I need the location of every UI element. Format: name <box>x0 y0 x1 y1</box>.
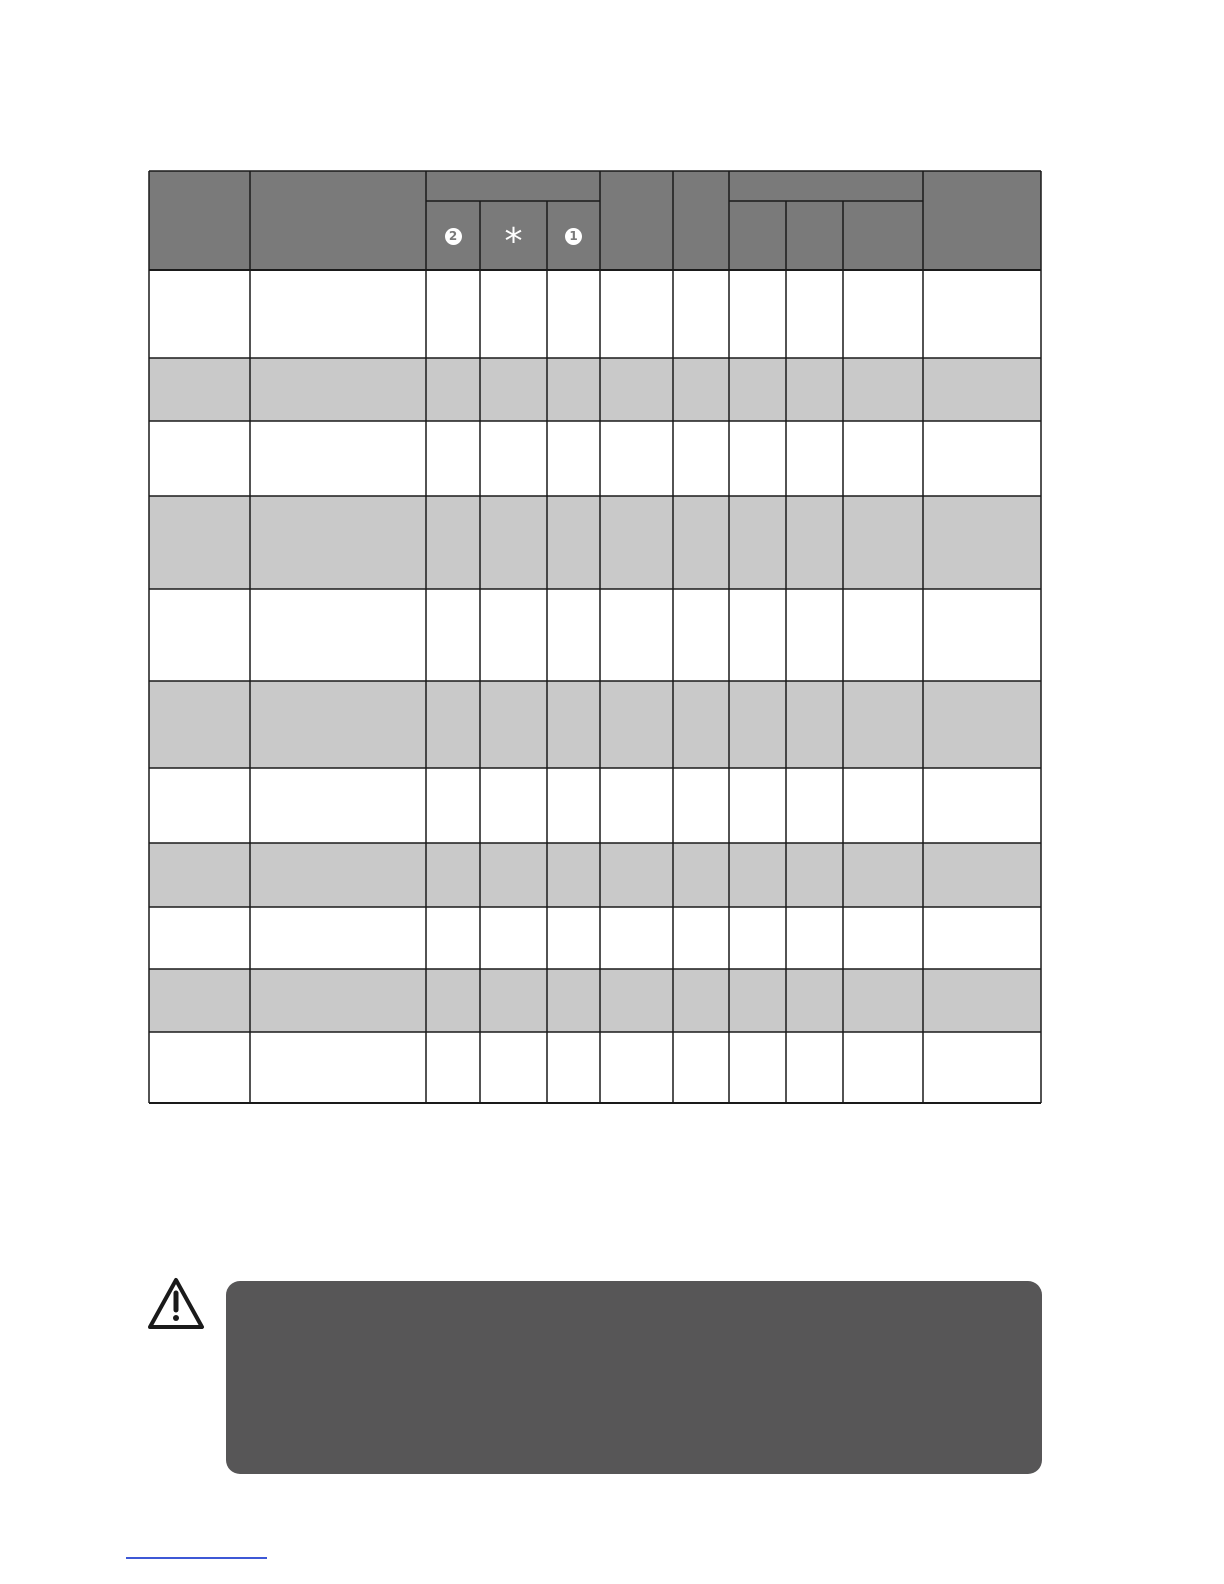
table-row <box>149 358 1041 421</box>
asterisk-icon: * <box>504 221 523 262</box>
warning-triangle-icon <box>147 1277 205 1331</box>
footer-rule <box>126 1557 267 1559</box>
table-row <box>149 1032 1041 1103</box>
table-row <box>149 843 1041 907</box>
table-row <box>149 496 1041 589</box>
circled-one-icon: 1 <box>565 228 582 245</box>
table-row <box>149 270 1041 358</box>
circled-two-icon: 2 <box>445 228 462 245</box>
table-row <box>149 421 1041 496</box>
table-row <box>149 768 1041 843</box>
warning-panel <box>226 1281 1042 1474</box>
table-row <box>149 589 1041 681</box>
table-row <box>149 907 1041 969</box>
table-row <box>149 681 1041 768</box>
table-row <box>149 969 1041 1032</box>
table-header <box>149 171 1041 270</box>
